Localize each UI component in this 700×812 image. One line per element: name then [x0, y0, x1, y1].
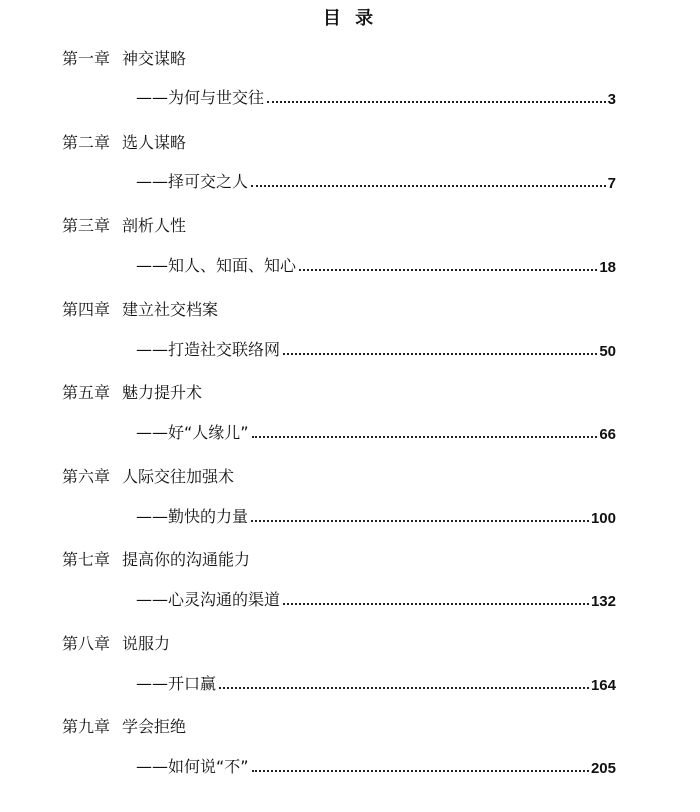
entry-subtitle: ——好“人缘儿”	[136, 423, 249, 442]
chapter-number: 第二章	[62, 133, 111, 152]
chapter-number: 第三章	[62, 216, 111, 235]
chapter-name: 学会拒绝	[122, 717, 187, 736]
chapter-number: 第八章	[62, 634, 111, 653]
chapter-name: 魅力提升术	[122, 383, 203, 402]
entry-subtitle: ——为何与世交往	[136, 88, 265, 107]
chapter-heading	[62, 631, 170, 654]
chapter-number: 第九章	[62, 717, 111, 736]
page-number: 164	[590, 677, 616, 694]
chapter-heading	[62, 464, 234, 487]
dot-leader	[252, 436, 598, 438]
chapter-name: 人际交往加强术	[122, 467, 235, 486]
dot-leader	[219, 687, 589, 689]
chapter-heading	[62, 213, 186, 236]
page-number: 205	[590, 760, 616, 777]
page-number: 132	[590, 593, 616, 610]
page-number: 50	[599, 343, 616, 360]
toc-entry[interactable]	[136, 254, 616, 276]
toc-entry[interactable]	[136, 588, 616, 610]
toc-entry[interactable]	[136, 86, 616, 108]
entry-subtitle: ——打造社交联络网	[136, 340, 281, 359]
chapter-heading	[62, 714, 186, 737]
toc-entry[interactable]	[136, 170, 616, 192]
page-number: 3	[607, 91, 616, 108]
toc-entry[interactable]	[136, 421, 616, 443]
toc-entry[interactable]	[136, 755, 616, 777]
toc-entry[interactable]	[136, 672, 616, 694]
chapter-number: 第四章	[62, 300, 111, 319]
chapter-number: 第七章	[62, 550, 111, 569]
dot-leader	[299, 269, 597, 271]
dot-leader	[251, 185, 606, 187]
chapter-number: 第五章	[62, 383, 111, 402]
toc-entry[interactable]	[136, 338, 616, 360]
dot-leader	[283, 353, 597, 355]
page-number: 100	[590, 510, 616, 527]
entry-subtitle: ——心灵沟通的渠道	[136, 590, 281, 609]
page-number: 66	[599, 426, 616, 443]
chapter-name: 建立社交档案	[122, 300, 219, 319]
chapter-heading	[62, 380, 202, 403]
chapter-name: 说服力	[122, 634, 171, 653]
dot-leader	[251, 520, 589, 522]
chapter-number: 第六章	[62, 467, 111, 486]
chapter-name: 提高你的沟通能力	[122, 550, 251, 569]
toc-entry[interactable]	[136, 505, 616, 527]
chapter-heading	[62, 547, 250, 570]
chapter-name: 神交谋略	[122, 49, 187, 68]
page-number: 18	[599, 259, 616, 276]
entry-subtitle: ——开口赢	[136, 674, 217, 693]
entry-subtitle: ——择可交之人	[136, 172, 249, 191]
chapter-heading	[62, 297, 218, 320]
chapter-heading	[62, 130, 186, 153]
dot-leader	[267, 101, 606, 103]
chapter-name: 选人谋略	[122, 133, 187, 152]
entry-subtitle: ——知人、知面、知心	[136, 256, 297, 275]
chapter-number: 第一章	[62, 49, 111, 68]
dot-leader	[252, 770, 589, 772]
entry-subtitle: ——如何说“不”	[136, 757, 249, 776]
page-number: 7	[607, 175, 616, 192]
chapter-heading	[62, 46, 186, 69]
toc-title: 目 录	[322, 8, 378, 29]
entry-subtitle: ——勤快的力量	[136, 507, 249, 526]
chapter-name: 剖析人性	[122, 216, 187, 235]
dot-leader	[283, 603, 589, 605]
